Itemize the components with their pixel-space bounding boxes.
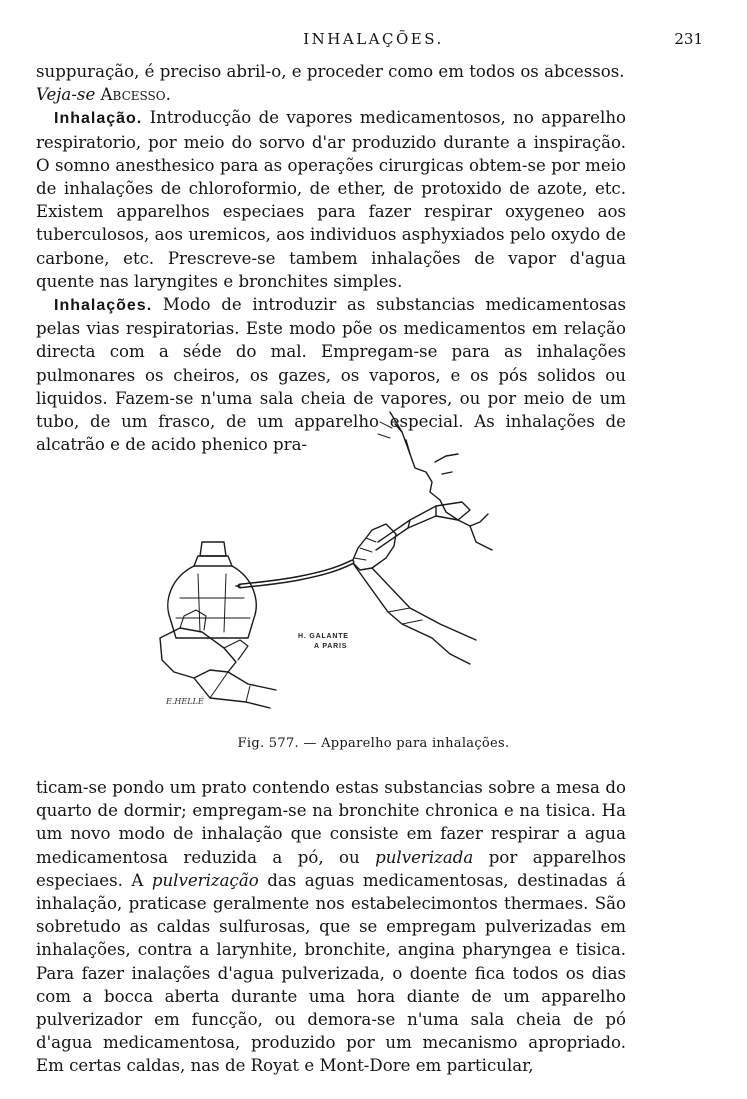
maker-signature-city: A PARIS bbox=[314, 643, 348, 650]
entry-headword: Inhalações. bbox=[54, 297, 153, 315]
emphasis-term: pulverização bbox=[151, 870, 259, 890]
bottom-text-block bbox=[36, 776, 626, 1078]
body-text: ticam-se pondo um prato contendo estas substancias sobre a mesa do quarto de dormir; empregam-se na bronchite chronica e na tisica. Ha um novo modo de inhalação que consiste em fazer respirar a agua medicamentosa reduzida a pó, ou bbox=[36, 778, 626, 867]
entry-headword: Inhalação. bbox=[54, 110, 143, 128]
artist-signature: E.HELLÉ bbox=[166, 697, 204, 706]
right-hand bbox=[352, 524, 396, 570]
left-sleeve bbox=[194, 678, 270, 708]
body-text: das aguas medicamentosas, destinadas á inhalação, praticase geralmente nos estabelecimontos thermaes. São sobretudo as caldas sulfurosas, que se empregam pulverizadas em inhalações, contra a larynhite, bronchite, angina pharyngea e tisica. Para fazer inalações d'agua pulverizada, o doente fica todos os dias com a bocca aberta durante uma hora diante de um apparelho pulverizador em funcção, ou demora-se n'uma sala cheia de pó d'agua medicamentosa, produzido por um mecanismo apropriado. Em certas caldas, nas de Royat e Mont-Dore em particular, bbox=[36, 870, 626, 1076]
running-title: INHALAÇÕES. bbox=[303, 30, 444, 48]
see-also-label: Veja-se bbox=[36, 85, 96, 105]
inhalation-apparatus-figure bbox=[140, 402, 610, 722]
entry-definition: Introducção de vapores medicamentosos, no apparelho respiratorio, por meio do sorvo d'ar produzido durante a inspiração. O somno anesthesico para as operações cirurgicas obtem-se por meio de inhalações de chloroformio, de ether, de protoxido de azote, etc. Existem apparelhos especiaes para fazer respirar oxygeneo aos tuberculosos, aos uremicos, aos individuos asphyxiados pelo oxydo de carbone, etc. Prescreve-se tambem inhalações de vapor d'agua quente nas laryngites e bronchites simples. bbox=[36, 108, 626, 291]
continued-text: suppuração, é preciso abril-o, e proceder como em todos os abcessos. bbox=[36, 62, 625, 81]
continuation-paragraph bbox=[36, 776, 626, 1078]
face-profile bbox=[390, 412, 488, 526]
entry-inhalacao bbox=[36, 106, 626, 293]
flask-body bbox=[168, 566, 256, 638]
left-hand bbox=[160, 628, 236, 678]
body-text: por apparelhos especiaes. A bbox=[36, 847, 626, 890]
page-header bbox=[36, 30, 711, 54]
right-sleeve bbox=[352, 562, 470, 664]
maker-signature-name: H. GALANTE bbox=[298, 633, 349, 640]
entry-definition: Modo de introduzir as substancias medicamentosas pelas vias respiratorias. Este modo põe os medicamentos em relação directa com a séde do mal. Empregam-se para as inhalações pulmonares os cheiros, os gazes, os vaporos, e os pós solidos ou liquidos. Fazem-se n'uma sala cheia de vapores, ou por meio de um tubo, de um frasco, de um apparelho especial. As inhalações de alcatrão e de acido phenico pra- bbox=[36, 295, 626, 455]
emphasis-term: pulverizada bbox=[375, 847, 474, 867]
top-text-block bbox=[36, 60, 626, 456]
inhalation-apparatus-illustration bbox=[140, 402, 610, 722]
flask-stopper bbox=[200, 542, 226, 556]
continued-paragraph bbox=[36, 60, 626, 106]
see-also-reference: Abcesso bbox=[100, 85, 166, 105]
rubber-hose bbox=[240, 562, 352, 586]
page-number: 231 bbox=[674, 30, 703, 48]
see-also-period: . bbox=[165, 85, 171, 105]
figure-caption: Fig. 577. — Apparelho para inhalações. bbox=[237, 736, 510, 751]
